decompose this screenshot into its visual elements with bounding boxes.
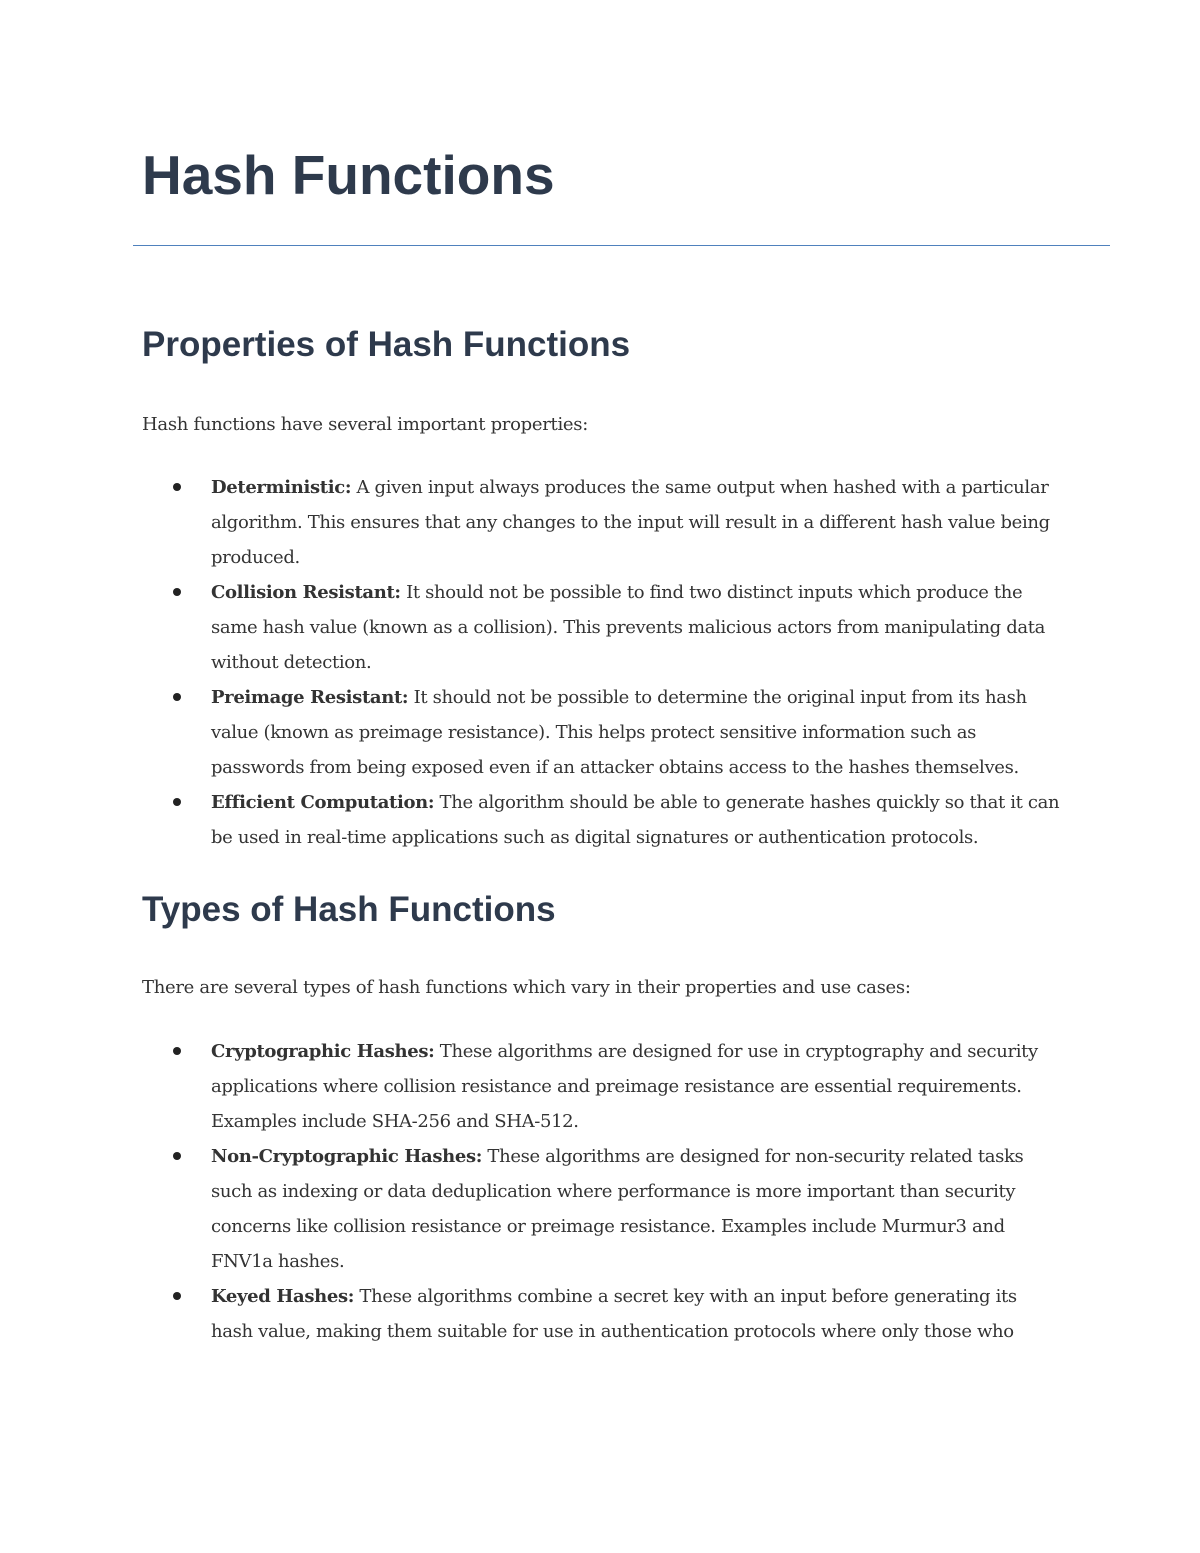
list-item [142,470,1062,575]
list-item [142,785,1062,855]
list-item [142,575,1062,680]
bullet-icon [173,1152,181,1160]
types-list [142,1034,1062,1349]
section-heading-types: Types of Hash Functions [142,890,556,929]
list-item-text: It should not be possible to find two distinct inputs which produce the same hash value (known as a collision). This prevents malicious actors from manipulating data without detection. [211,582,1046,673]
list-item-term: Efficient Computation: [211,792,435,813]
bullet-icon [173,483,181,491]
section-intro-types: There are several types of hash functions which vary in their properties and use cases: [142,977,911,998]
list-item-term: Collision Resistant: [211,582,401,603]
bullet-icon [173,1047,181,1055]
list-item [142,1279,1062,1349]
list-item-text: These algorithms are designed for use in cryptography and security applications where collision resistance and preimage resistance are essential requirements. Examples include SHA-256 and SHA-512. [211,1041,1038,1132]
section-heading-properties: Properties of Hash Functions [142,325,631,364]
page-title: Hash Functions [142,144,555,206]
list-item-term: Cryptographic Hashes: [211,1041,435,1062]
list-item-text: A given input always produces the same output when hashed with a particular algorithm. This ensures that any changes to the input will result in a different hash value being produced. [211,477,1050,568]
bullet-icon [173,693,181,701]
bullet-icon [173,1292,181,1300]
bullet-icon [173,588,181,596]
list-item-term: Non-Cryptographic Hashes: [211,1146,483,1167]
title-divider [133,245,1110,246]
list-item [142,1034,1062,1139]
list-item [142,1139,1062,1279]
list-item-term: Keyed Hashes: [211,1286,355,1307]
list-item [142,680,1062,785]
list-item-text: It should not be possible to determine the original input from its hash value (known as preimage resistance). This helps protect sensitive information such as passwords from being exposed even if an attacker obtains access to the hashes themselves. [211,687,1027,778]
properties-list [142,470,1062,855]
bullet-icon [173,798,181,806]
list-item-text: These algorithms combine a secret key with an input before generating its hash value, making them suitable for use in authentication protocols where only those who [211,1286,1017,1342]
list-item-term: Deterministic: [211,477,352,498]
list-item-term: Preimage Resistant: [211,687,409,708]
section-intro-properties: Hash functions have several important properties: [142,414,588,435]
list-item-text: The algorithm should be able to generate hashes quickly so that it can be used in real-time applications such as digital signatures or authentication protocols. [211,792,1060,848]
list-item-text: These algorithms are designed for non-security related tasks such as indexing or data deduplication where performance is more important than security concerns like collision resistance or preimage resistance. Examples include Murmur3 and FNV1a hashes. [211,1146,1024,1272]
